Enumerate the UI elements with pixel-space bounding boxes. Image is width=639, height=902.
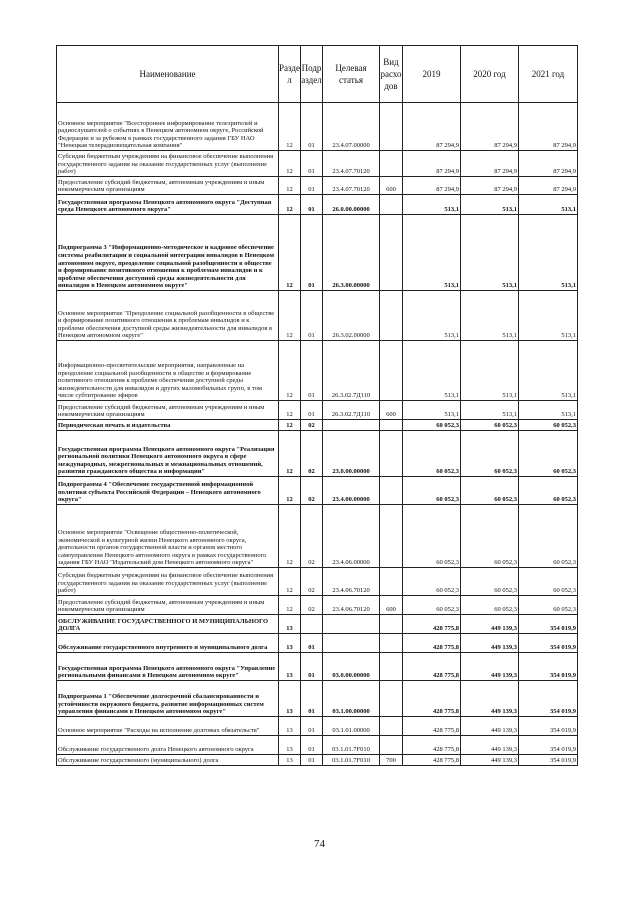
row-name-cell: Основное мероприятие "Освещение общественно-политической, экономической и культурной жизни Ненецкого автономного округа, деятельности органов государственной власти и органов местного самоуправления Ненецкого автономного округа в рамках государственного задания ГБУ НАО "Издательский дом Ненецкого автономного округа" bbox=[57, 505, 279, 568]
row-razdel-cell: 13 bbox=[279, 717, 301, 736]
row-name-cell: Субсидии бюджетным учреждениям на финансовое обеспечение выполнения государственного задания на оказание государственных услуг (выполнение работ) bbox=[57, 151, 279, 177]
row-2019-cell: 428 775,8 bbox=[403, 681, 461, 717]
row-2019-cell: 513,1 bbox=[403, 291, 461, 341]
row-podrazdel-cell: 01 bbox=[301, 151, 323, 177]
row-article-cell: 23.4.06.00000 bbox=[323, 505, 380, 568]
row-podrazdel-cell: 02 bbox=[301, 505, 323, 568]
table-row bbox=[57, 420, 578, 431]
row-2021-cell: 354 019,9 bbox=[519, 653, 578, 681]
page-number: 74 bbox=[314, 838, 325, 850]
row-name-cell: Подпрограмма 3 "Информационно-методическое и кадровое обеспечение системы реабилитации и социальной интеграции инвалидов в Ненецком автономном округе, преодоление социальной разобщенности в обществе и формирование позитивного отношения к проблемам инвалидов и к проблеме обеспечения доступной среды жизнедеятельности для инвалидов в Ненецком автономном округе" bbox=[57, 215, 279, 291]
row-article-cell: 26.3.02.00000 bbox=[323, 291, 380, 341]
row-2020-cell: 60 052,3 bbox=[461, 420, 519, 431]
table-row bbox=[57, 681, 578, 717]
row-2019-cell: 60 052,3 bbox=[403, 505, 461, 568]
row-vid-cell bbox=[380, 195, 403, 215]
row-2020-cell: 449 139,3 bbox=[461, 736, 519, 755]
row-2019-cell: 60 052,3 bbox=[403, 431, 461, 477]
row-2021-cell: 354 019,9 bbox=[519, 755, 578, 766]
table-row bbox=[57, 151, 578, 177]
budget-table bbox=[56, 45, 578, 766]
header-2020: 2020 год bbox=[461, 46, 519, 103]
row-vid-cell: 600 bbox=[380, 177, 403, 195]
row-2019-cell: 87 294,9 bbox=[403, 103, 461, 151]
row-vid-cell bbox=[380, 477, 403, 505]
row-name-cell: Основное мероприятие "Преодоление социальной разобщенности в обществе и формирование позитивного отношения к проблемам инвалидов и к проблеме обеспечения доступной среды жизнедеятельности для инвалидов в Ненецком автономном округе" bbox=[57, 291, 279, 341]
row-2021-cell: 60 052,3 bbox=[519, 420, 578, 431]
row-podrazdel-cell: 01 bbox=[301, 634, 323, 653]
row-2020-cell: 60 052,3 bbox=[461, 596, 519, 615]
row-2019-cell: 87 294,9 bbox=[403, 177, 461, 195]
table-row bbox=[57, 195, 578, 215]
row-name-cell: Основное мероприятие "Расходы на исполнение долговых обязательств" bbox=[57, 717, 279, 736]
row-2020-cell: 60 052,3 bbox=[461, 568, 519, 596]
row-2019-cell: 87 294,9 bbox=[403, 151, 461, 177]
row-vid-cell bbox=[380, 341, 403, 401]
row-razdel-cell: 13 bbox=[279, 736, 301, 755]
row-name-cell: Обслуживание государственного долга Ненецкого автономного округа bbox=[57, 736, 279, 755]
row-2021-cell: 60 052,3 bbox=[519, 431, 578, 477]
row-article-cell: 03.1.01.00000 bbox=[323, 717, 380, 736]
row-name-cell: Субсидии бюджетным учреждениям на финансовое обеспечение выполнения государственного задания на оказание государственных услуг (выполнение работ) bbox=[57, 568, 279, 596]
row-2020-cell: 87 294,9 bbox=[461, 103, 519, 151]
row-razdel-cell: 13 bbox=[279, 634, 301, 653]
row-2019-cell: 428 775,8 bbox=[403, 755, 461, 766]
row-name-cell: Предоставление субсидий бюджетным, автономным учреждениям и иным некоммерческим организациям bbox=[57, 596, 279, 615]
row-2020-cell: 87 294,9 bbox=[461, 177, 519, 195]
row-article-cell: 26.3.02.7Д110 bbox=[323, 341, 380, 401]
table-row bbox=[57, 401, 578, 420]
row-podrazdel-cell: 01 bbox=[301, 717, 323, 736]
row-podrazdel-cell: 02 bbox=[301, 596, 323, 615]
row-vid-cell bbox=[380, 215, 403, 291]
row-2019-cell: 428 775,8 bbox=[403, 615, 461, 634]
table-row bbox=[57, 736, 578, 755]
table-body bbox=[57, 103, 578, 766]
row-vid-cell bbox=[380, 634, 403, 653]
row-name-cell: Государственная программа Ненецкого автономного округа "Доступная среда Ненецкого автономного округа" bbox=[57, 195, 279, 215]
table-row bbox=[57, 431, 578, 477]
row-razdel-cell: 12 bbox=[279, 431, 301, 477]
row-vid-cell: 600 bbox=[380, 596, 403, 615]
row-name-cell: Государственная программа Ненецкого автономного округа "Управление региональными финансами в Ненецком автономном округе" bbox=[57, 653, 279, 681]
row-vid-cell: 600 bbox=[380, 401, 403, 420]
row-razdel-cell: 12 bbox=[279, 596, 301, 615]
row-2020-cell: 513,1 bbox=[461, 291, 519, 341]
row-name-cell: Подпрограмма 4 "Обеспечение государственной информационной политики субъекта Российской Федерации – Ненецкого автономного округа" bbox=[57, 477, 279, 505]
row-razdel-cell: 12 bbox=[279, 568, 301, 596]
row-2021-cell: 354 019,9 bbox=[519, 634, 578, 653]
row-vid-cell: 700 bbox=[380, 755, 403, 766]
row-razdel-cell: 12 bbox=[279, 420, 301, 431]
row-vid-cell bbox=[380, 505, 403, 568]
table-header-row bbox=[57, 46, 578, 103]
row-article-cell: 23.4.06.70120 bbox=[323, 568, 380, 596]
row-podrazdel-cell: 01 bbox=[301, 103, 323, 151]
table-row bbox=[57, 505, 578, 568]
row-2019-cell: 60 052,3 bbox=[403, 568, 461, 596]
table-row bbox=[57, 177, 578, 195]
row-2019-cell: 60 052,3 bbox=[403, 596, 461, 615]
row-2019-cell: 513,1 bbox=[403, 341, 461, 401]
row-article-cell: 26.3.02.7Д110 bbox=[323, 401, 380, 420]
row-razdel-cell: 12 bbox=[279, 401, 301, 420]
row-2020-cell: 513,1 bbox=[461, 215, 519, 291]
table-row bbox=[57, 477, 578, 505]
row-2021-cell: 354 019,9 bbox=[519, 736, 578, 755]
row-2019-cell: 60 052,3 bbox=[403, 477, 461, 505]
row-2021-cell: 87 294,9 bbox=[519, 103, 578, 151]
row-podrazdel-cell: 02 bbox=[301, 477, 323, 505]
row-podrazdel-cell bbox=[301, 615, 323, 634]
row-podrazdel-cell: 01 bbox=[301, 653, 323, 681]
row-2021-cell: 60 052,3 bbox=[519, 568, 578, 596]
header-podrazdel: Подр аздел bbox=[301, 46, 323, 103]
row-name-cell: Предоставление субсидий бюджетным, автономным учреждениям и иным некоммерческим организациям bbox=[57, 401, 279, 420]
row-name-cell: Основное мероприятие "Всестороннее информирование телезрителей и радиослушателей о событиях в Ненецком автономном округе, Российской Федерации и за рубежом в рамках государственного задания ГБУ НАО "Ненецкая телерадиовещательная компания" bbox=[57, 103, 279, 151]
row-2019-cell: 428 775,8 bbox=[403, 736, 461, 755]
row-article-cell: 23.4.07.00000 bbox=[323, 103, 380, 151]
row-2021-cell: 87 294,9 bbox=[519, 177, 578, 195]
table-row bbox=[57, 291, 578, 341]
row-article-cell: 03.1.01.7F010 bbox=[323, 736, 380, 755]
row-vid-cell bbox=[380, 103, 403, 151]
row-podrazdel-cell: 01 bbox=[301, 755, 323, 766]
row-article-cell bbox=[323, 615, 380, 634]
row-2021-cell: 60 052,3 bbox=[519, 505, 578, 568]
row-2019-cell: 428 775,8 bbox=[403, 634, 461, 653]
row-article-cell: 26.0.00.00000 bbox=[323, 195, 380, 215]
row-2020-cell: 60 052,3 bbox=[461, 505, 519, 568]
row-vid-cell bbox=[380, 151, 403, 177]
table-row bbox=[57, 341, 578, 401]
row-razdel-cell: 13 bbox=[279, 755, 301, 766]
header-article: Целевая статья bbox=[323, 46, 380, 103]
row-podrazdel-cell: 01 bbox=[301, 681, 323, 717]
row-2021-cell: 513,1 bbox=[519, 291, 578, 341]
row-name-cell: Обслуживание государственного (муниципального) долга bbox=[57, 755, 279, 766]
row-article-cell bbox=[323, 634, 380, 653]
row-2020-cell: 60 052,3 bbox=[461, 431, 519, 477]
table-row bbox=[57, 653, 578, 681]
row-vid-cell bbox=[380, 291, 403, 341]
row-article-cell: 23.4.06.70120 bbox=[323, 596, 380, 615]
row-2019-cell: 60 052,3 bbox=[403, 420, 461, 431]
row-name-cell: Периодическая печать и издательства bbox=[57, 420, 279, 431]
row-2020-cell: 87 294,9 bbox=[461, 151, 519, 177]
table-row bbox=[57, 568, 578, 596]
row-2021-cell: 513,1 bbox=[519, 215, 578, 291]
table-row bbox=[57, 103, 578, 151]
header-razdel: Разде л bbox=[279, 46, 301, 103]
row-razdel-cell: 13 bbox=[279, 653, 301, 681]
row-podrazdel-cell: 02 bbox=[301, 431, 323, 477]
row-name-cell: Подпрограмма 1 "Обеспечение долгосрочной сбалансированности и устойчивости окружного бюджета, развитие информационных систем управления финансами в Ненецком автономном округе" bbox=[57, 681, 279, 717]
row-2021-cell: 354 019,9 bbox=[519, 681, 578, 717]
row-podrazdel-cell: 01 bbox=[301, 291, 323, 341]
row-2020-cell: 449 139,3 bbox=[461, 653, 519, 681]
row-name-cell: Государственная программа Ненецкого автономного округа "Реализация региональной политики Ненецкого автономного округа в сфере международных, межрегиональных и межнациональных отношений, развития гражданского общества и информации" bbox=[57, 431, 279, 477]
header-name: Наименование bbox=[57, 46, 279, 103]
row-podrazdel-cell: 01 bbox=[301, 215, 323, 291]
row-2021-cell: 60 052,3 bbox=[519, 596, 578, 615]
row-article-cell: 23.4.07.70120 bbox=[323, 151, 380, 177]
row-vid-cell bbox=[380, 615, 403, 634]
row-2021-cell: 354 019,9 bbox=[519, 615, 578, 634]
row-podrazdel-cell: 01 bbox=[301, 341, 323, 401]
row-vid-cell bbox=[380, 653, 403, 681]
row-2021-cell: 513,1 bbox=[519, 195, 578, 215]
row-2021-cell: 354 019,9 bbox=[519, 717, 578, 736]
row-razdel-cell: 12 bbox=[279, 477, 301, 505]
table-row bbox=[57, 717, 578, 736]
row-2021-cell: 513,1 bbox=[519, 401, 578, 420]
row-podrazdel-cell: 01 bbox=[301, 195, 323, 215]
row-2019-cell: 513,1 bbox=[403, 195, 461, 215]
row-razdel-cell: 12 bbox=[279, 151, 301, 177]
row-2019-cell: 428 775,8 bbox=[403, 717, 461, 736]
row-2019-cell: 513,1 bbox=[403, 215, 461, 291]
row-article-cell: 26.3.00.00000 bbox=[323, 215, 380, 291]
row-article-cell: 03.1.01.7F010 bbox=[323, 755, 380, 766]
table-row bbox=[57, 596, 578, 615]
row-2020-cell: 449 139,3 bbox=[461, 681, 519, 717]
header-2019: 2019 bbox=[403, 46, 461, 103]
row-2020-cell: 513,1 bbox=[461, 401, 519, 420]
row-razdel-cell: 13 bbox=[279, 615, 301, 634]
row-vid-cell bbox=[380, 681, 403, 717]
row-razdel-cell: 12 bbox=[279, 177, 301, 195]
row-2020-cell: 449 139,3 bbox=[461, 755, 519, 766]
row-razdel-cell: 13 bbox=[279, 681, 301, 717]
row-razdel-cell: 12 bbox=[279, 195, 301, 215]
row-razdel-cell: 12 bbox=[279, 341, 301, 401]
table-row bbox=[57, 755, 578, 766]
row-podrazdel-cell: 02 bbox=[301, 568, 323, 596]
row-2020-cell: 449 139,3 bbox=[461, 634, 519, 653]
table-row bbox=[57, 215, 578, 291]
row-2020-cell: 449 139,3 bbox=[461, 615, 519, 634]
row-2021-cell: 60 052,3 bbox=[519, 477, 578, 505]
table-row bbox=[57, 634, 578, 653]
row-razdel-cell: 12 bbox=[279, 291, 301, 341]
row-article-cell: 03.0.00.00000 bbox=[323, 653, 380, 681]
row-article-cell bbox=[323, 420, 380, 431]
table-row bbox=[57, 615, 578, 634]
row-vid-cell bbox=[380, 420, 403, 431]
row-2019-cell: 428 775,8 bbox=[403, 653, 461, 681]
row-vid-cell bbox=[380, 736, 403, 755]
row-name-cell: Обслуживание государственного внутреннего и муниципального долга bbox=[57, 634, 279, 653]
row-2021-cell: 87 294,9 bbox=[519, 151, 578, 177]
row-article-cell: 03.1.00.00000 bbox=[323, 681, 380, 717]
row-2020-cell: 513,1 bbox=[461, 195, 519, 215]
row-article-cell: 23.0.00.00000 bbox=[323, 431, 380, 477]
row-vid-cell bbox=[380, 568, 403, 596]
row-podrazdel-cell: 01 bbox=[301, 177, 323, 195]
row-podrazdel-cell: 01 bbox=[301, 401, 323, 420]
row-podrazdel-cell: 02 bbox=[301, 420, 323, 431]
row-vid-cell bbox=[380, 431, 403, 477]
row-2019-cell: 513,1 bbox=[403, 401, 461, 420]
row-razdel-cell: 12 bbox=[279, 505, 301, 568]
header-2021: 2021 год bbox=[519, 46, 578, 103]
header-vid: Вид расхо дов bbox=[380, 46, 403, 103]
row-name-cell: ОБСЛУЖИВАНИЕ ГОСУДАРСТВЕННОГО И МУНИЦИПАЛЬНОГО ДОЛГА bbox=[57, 615, 279, 634]
row-2020-cell: 60 052,3 bbox=[461, 477, 519, 505]
row-vid-cell bbox=[380, 717, 403, 736]
row-razdel-cell: 12 bbox=[279, 215, 301, 291]
row-podrazdel-cell: 01 bbox=[301, 736, 323, 755]
row-article-cell: 23.4.07.70120 bbox=[323, 177, 380, 195]
row-2021-cell: 513,1 bbox=[519, 341, 578, 401]
row-2020-cell: 449 139,3 bbox=[461, 717, 519, 736]
row-razdel-cell: 12 bbox=[279, 103, 301, 151]
row-name-cell: Информационно-просветительские мероприятия, направленные на преодоление социальной разобщенности в обществе и формирование позитивного отношения к проблеме обеспечения доступной среды жизнедеятельности для инвалидов и других маломобильных групп, в том числе субтитрование эфиров bbox=[57, 341, 279, 401]
row-article-cell: 23.4.00.00000 bbox=[323, 477, 380, 505]
row-name-cell: Предоставление субсидий бюджетным, автономным учреждениям и иным некоммерческим организациям bbox=[57, 177, 279, 195]
row-2020-cell: 513,1 bbox=[461, 341, 519, 401]
